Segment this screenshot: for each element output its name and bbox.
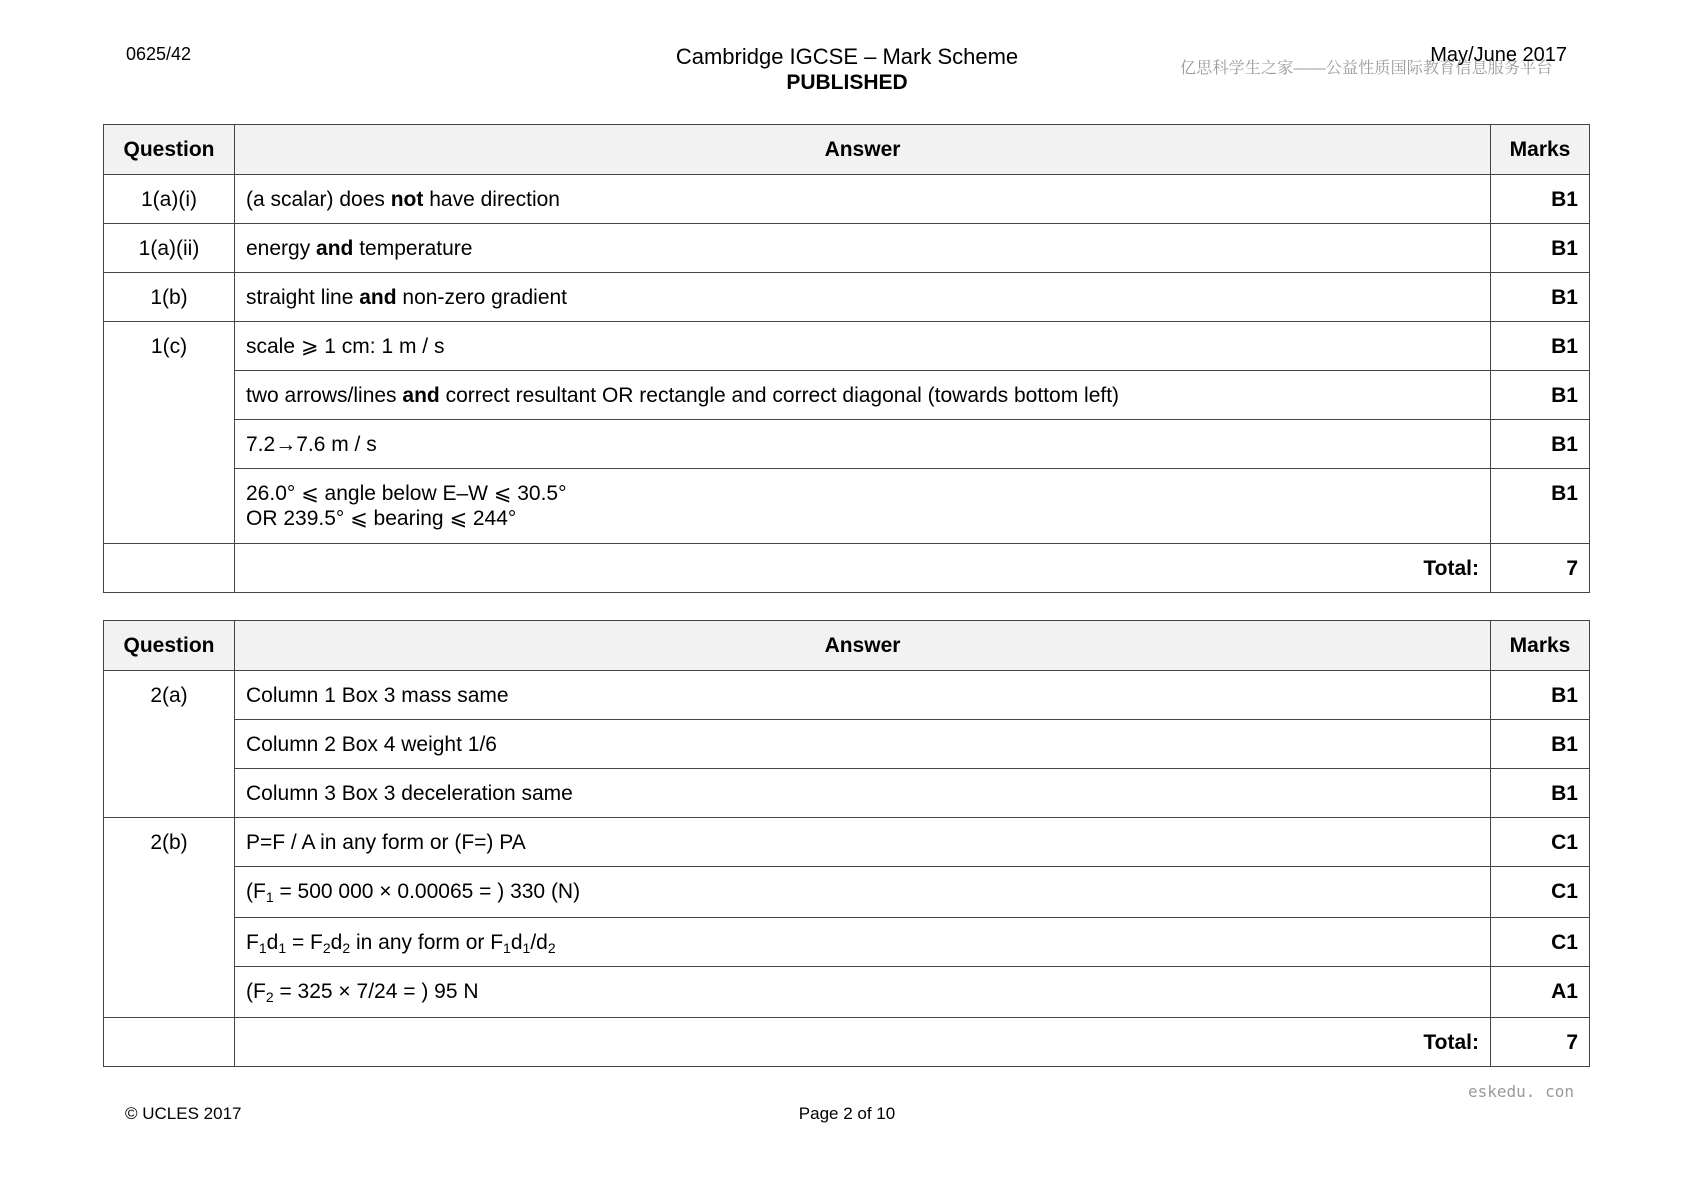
question-cell: 2(a) [104,671,235,818]
answer-text: (F [246,880,266,903]
answer-cell [235,469,1491,544]
marks-cell: B1 [1491,175,1590,224]
answer-text: in any form or F [350,931,504,954]
answer-cell [235,918,1491,967]
answer-cell: P=F / A in any form or (F=) PA [235,818,1491,867]
answer-text: /d [530,931,548,954]
answer-emphasis: not [390,188,424,211]
table-row [104,420,1590,469]
empty-cell [104,1018,235,1067]
table-row [104,175,1590,224]
marks-cell: B1 [1491,420,1590,469]
answer-cell [235,224,1491,273]
total-label: Total: [235,544,1491,593]
answer-emphasis: and [316,237,354,260]
marks-cell: C1 [1491,867,1590,918]
answer-line: 26.0° ⩽ angle below E–W ⩽ 30.5° [246,482,567,505]
answer-emphasis: and [359,286,397,309]
answer-emphasis: and [402,384,440,407]
paper-code: 0625/42 [126,44,192,64]
answer-text: d [266,931,279,954]
table-row [104,769,1590,818]
answer-cell [235,371,1491,420]
header-answer: Answer [235,621,1491,671]
marks-cell: B1 [1491,224,1590,273]
subscript: 1 [522,940,531,956]
exam-session: May/June 2017 [1430,44,1567,66]
answer-cell [235,867,1491,918]
table-row [104,322,1590,371]
subscript: 2 [265,989,274,1005]
question-cell: 1(a)(i) [104,175,235,224]
answer-text: = 500 000 × 0.00065 = ) 330 (N) [273,880,581,903]
empty-cell [104,544,235,593]
answer-line: OR 239.5° ⩽ bearing ⩽ 244° [246,507,517,530]
copyright: © UCLES 2017 [125,1104,242,1123]
subscript: 2 [547,940,556,956]
subscript: 2 [342,940,351,956]
marks-cell: B1 [1491,769,1590,818]
total-marks: 7 [1491,1018,1590,1067]
question-cell: 2(b) [104,818,235,1018]
question-cell: 1(a)(ii) [104,224,235,273]
answer-cell: scale ⩾ 1 cm: 1 m / s [235,322,1491,371]
footer-watermark: eskedu. con [1468,1082,1574,1101]
subscript: 2 [322,940,331,956]
marks-cell: B1 [1491,720,1590,769]
answer-text: straight line [246,286,360,309]
table-header-row [104,125,1590,175]
total-label: Total: [235,1018,1491,1067]
table-row [104,273,1590,322]
marks-cell: C1 [1491,918,1590,967]
total-row [104,1018,1590,1067]
marks-cell: B1 [1491,671,1590,720]
table-row [104,818,1590,867]
subscript: 1 [503,940,511,956]
marks-cell: B1 [1491,469,1590,544]
subscript: 1 [278,940,287,956]
answer-text: = F [286,931,323,954]
marks-cell: B1 [1491,322,1590,371]
table-row [104,867,1590,918]
document-title: Cambridge IGCSE – Mark Scheme [675,44,1019,69]
subscript: 1 [258,940,267,956]
answer-text: = 325 × 7/24 = ) 95 N [273,980,479,1003]
page-number: Page 2 of 10 [798,1104,896,1123]
marks-cell: A1 [1491,967,1590,1018]
answer-text: energy [246,237,317,260]
question-cell: 1(c) [104,322,235,544]
table-header-row [104,621,1590,671]
table-row [104,371,1590,420]
answer-cell: 7.2→7.6 m / s [235,420,1491,469]
answer-text: two arrows/lines [246,384,403,407]
answer-text: temperature [353,237,473,260]
subscript: 1 [265,889,274,905]
watermark-text: 亿思科学生之家——公益性质国际教育信息服务平台 [1180,60,1553,77]
mark-scheme-table-q2 [103,620,1590,1067]
table-row [104,967,1590,1018]
header-question: Question [104,621,235,671]
header-answer: Answer [235,125,1491,175]
answer-cell: Column 1 Box 3 mass same [235,671,1491,720]
answer-text: correct resultant OR rectangle and correct diagonal (towards bottom left) [439,384,1120,407]
table-row [104,720,1590,769]
marks-cell: B1 [1491,273,1590,322]
answer-text: F [246,931,259,954]
header-question: Question [104,125,235,175]
table-row [104,918,1590,967]
total-row [104,544,1590,593]
answer-text: (a scalar) does [246,188,391,211]
marks-cell: B1 [1491,371,1590,420]
answer-cell [235,175,1491,224]
published-label: PUBLISHED [786,71,908,94]
table-row [104,224,1590,273]
table-row [104,671,1590,720]
answer-text: (F [246,980,266,1003]
answer-text: d [330,931,343,954]
marks-cell: C1 [1491,818,1590,867]
answer-text: non-zero gradient [396,286,568,309]
answer-text: d [510,931,523,954]
question-cell: 1(b) [104,273,235,322]
answer-cell [235,967,1491,1018]
mark-scheme-table-q1 [103,124,1590,593]
answer-cell [235,273,1491,322]
answer-text: have direction [423,188,560,211]
answer-cell: Column 2 Box 4 weight 1/6 [235,720,1491,769]
answer-cell: Column 3 Box 3 deceleration same [235,769,1491,818]
total-marks: 7 [1491,544,1590,593]
header-marks: Marks [1491,125,1590,175]
header-marks: Marks [1491,621,1590,671]
table-row [104,469,1590,544]
